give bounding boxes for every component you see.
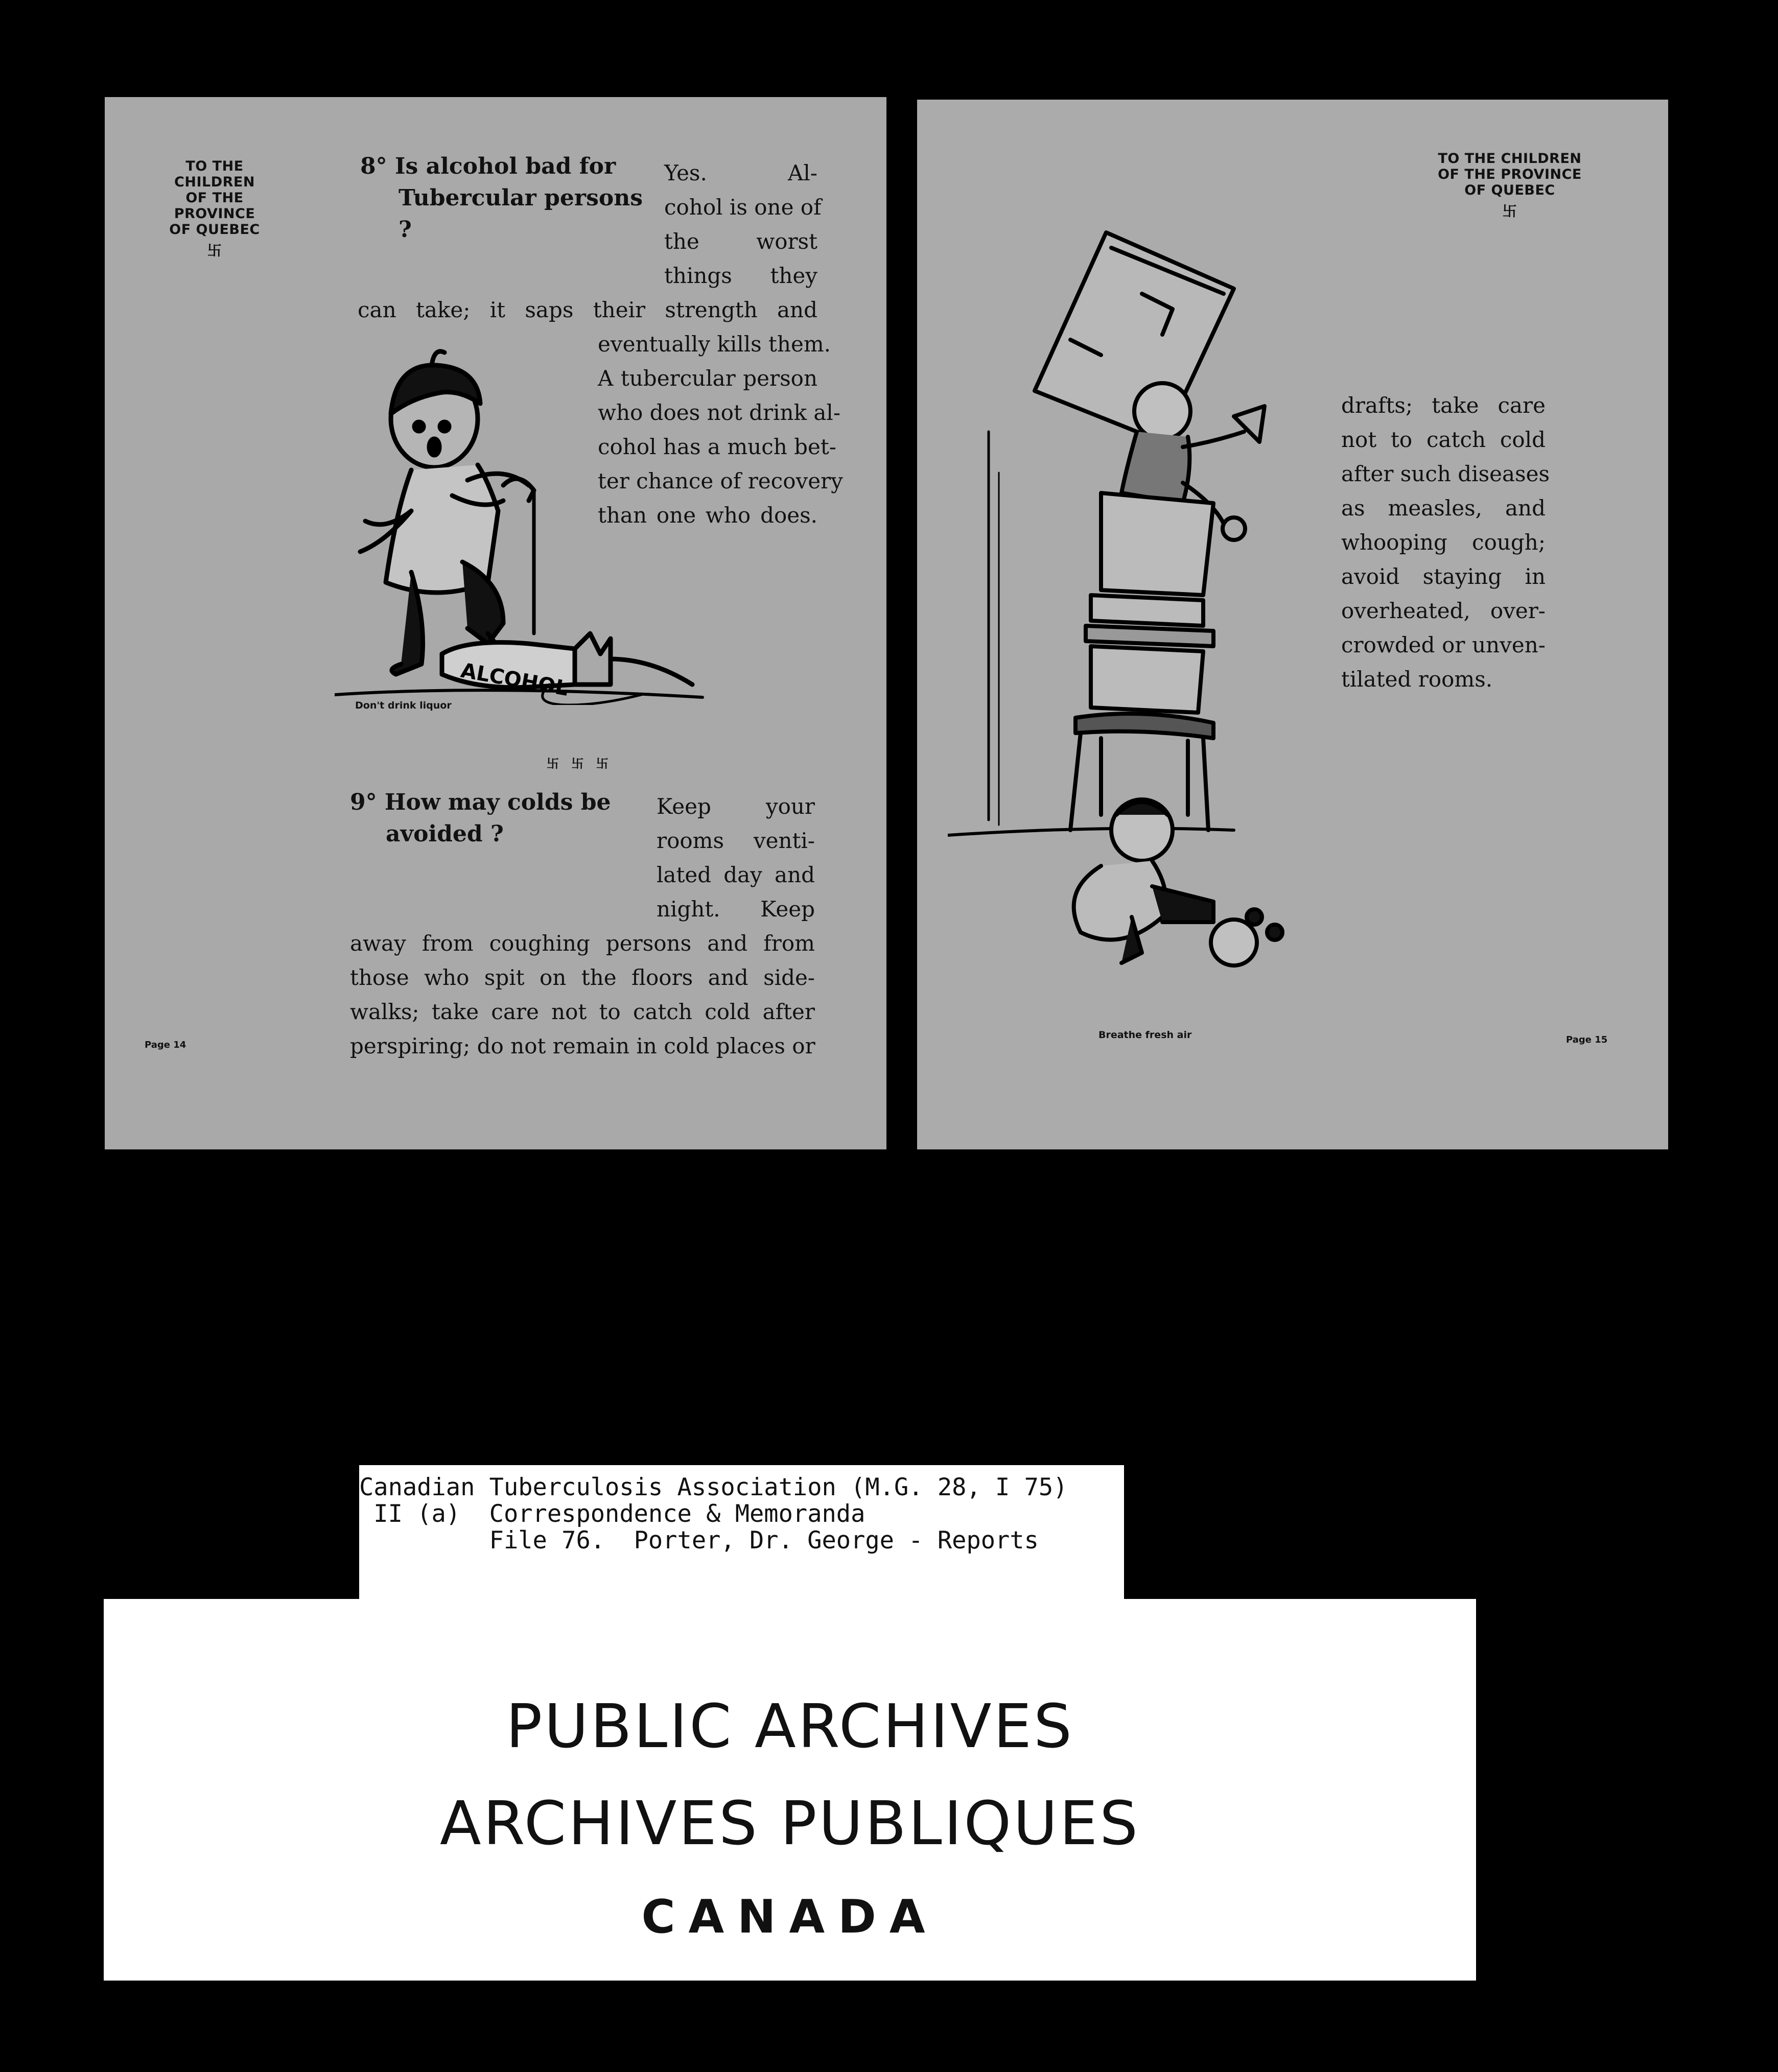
banner-line-french: ARCHIVES PUBLIQUES: [439, 1788, 1140, 1858]
header-mark: 卐: [207, 242, 222, 259]
text-line: Keep your: [657, 794, 815, 819]
book-gutter: [886, 97, 917, 1149]
text-line: the worst: [664, 229, 817, 254]
header-line: OF THE PROVINCE: [1438, 167, 1582, 182]
text-line: than one who does.: [598, 503, 817, 528]
text-line: walks; take care not to catch cold after: [350, 999, 815, 1024]
label-line: Canadian Tuberculosis Association (M.G. 28, I 75): [359, 1473, 1068, 1501]
header-mark: 卐: [1502, 203, 1517, 220]
text-line: things they: [664, 263, 817, 288]
question-8-title: [360, 151, 646, 246]
label-line: II (a) Correspondence & Memoranda: [359, 1500, 865, 1528]
question-8-answer-top: [664, 156, 822, 293]
title-line: Tubercular persons ?: [399, 185, 643, 243]
title-line: avoided ?: [386, 821, 504, 847]
text-line: tilated rooms.: [1341, 667, 1493, 692]
section-separator: 卐 卐 卐: [547, 757, 613, 771]
header-line: TO THE CHILDREN: [174, 158, 255, 190]
text-line: eventually kills them.: [598, 332, 831, 357]
text-line: whooping cough;: [1341, 530, 1546, 555]
text-line: as measles, and: [1341, 496, 1546, 521]
page-number: Page 14: [145, 1040, 186, 1050]
title-line: 8° Is alcohol bad for: [360, 153, 616, 179]
title-line: 9° How may colds be: [350, 789, 611, 815]
question-9-title: [350, 787, 636, 850]
page-header: [148, 158, 281, 258]
text-line: Yes. Al-: [664, 160, 817, 185]
text-line: A tubercular person: [598, 366, 817, 391]
alcohol-bottle-label: ALCOHOL: [459, 658, 570, 701]
booklet-page-left: [105, 97, 886, 1149]
text-line: can take; it saps their strength and: [358, 297, 817, 322]
text-line: night. Keep: [657, 897, 815, 922]
illustration-caption: Breathe fresh air: [1098, 1029, 1192, 1041]
text-line: those who spit on the floors and side-: [350, 965, 815, 990]
header-line: TO THE CHILDREN: [1438, 151, 1582, 167]
banner-line-country: CANADA: [641, 1890, 939, 1944]
text-line: not to catch cold: [1341, 427, 1546, 452]
text-line: crowded or unven-: [1341, 632, 1546, 657]
text-line: drafts; take care: [1341, 393, 1546, 418]
text-line: perspiring; do not remain in cold places or: [350, 1033, 815, 1058]
booklet-page-right: [917, 100, 1668, 1149]
question-9-answer-top: [657, 789, 815, 926]
child-pouring-alcohol-illustration: [335, 317, 713, 705]
header-line: OF QUEBEC: [1464, 182, 1555, 198]
child-opening-window-illustration: [948, 227, 1336, 1004]
text-line: avoid staying in: [1341, 564, 1546, 589]
illustration-caption: Don't drink liquor: [355, 700, 452, 711]
banner-line-english: PUBLIC ARCHIVES: [506, 1691, 1074, 1761]
header-line: OF QUEBEC: [169, 222, 260, 238]
archive-file-label: [359, 1465, 1124, 1611]
label-line: File 76. Porter, Dr. George - Reports: [359, 1526, 1039, 1555]
public-archives-banner: [104, 1599, 1476, 1981]
page-number: Page 15: [1566, 1034, 1608, 1045]
text-line: who does not drink al-: [598, 400, 841, 425]
text-line: overheated, over-: [1341, 598, 1546, 623]
header-line: OF THE PROVINCE: [174, 190, 255, 222]
text-line: lated day and: [657, 862, 815, 887]
text-line: away from coughing persons and from: [350, 931, 815, 956]
text-line: rooms venti-: [657, 828, 815, 853]
text-line: cohol is one of: [664, 195, 822, 220]
right-page-text: [1341, 388, 1550, 696]
text-line: cohol has a much bet-: [598, 434, 836, 459]
text-line: after such diseases: [1341, 461, 1550, 486]
question-9-answer-wide: [350, 926, 815, 1063]
page-header: [1433, 151, 1586, 219]
text-line: ter chance of recovery: [598, 468, 843, 493]
